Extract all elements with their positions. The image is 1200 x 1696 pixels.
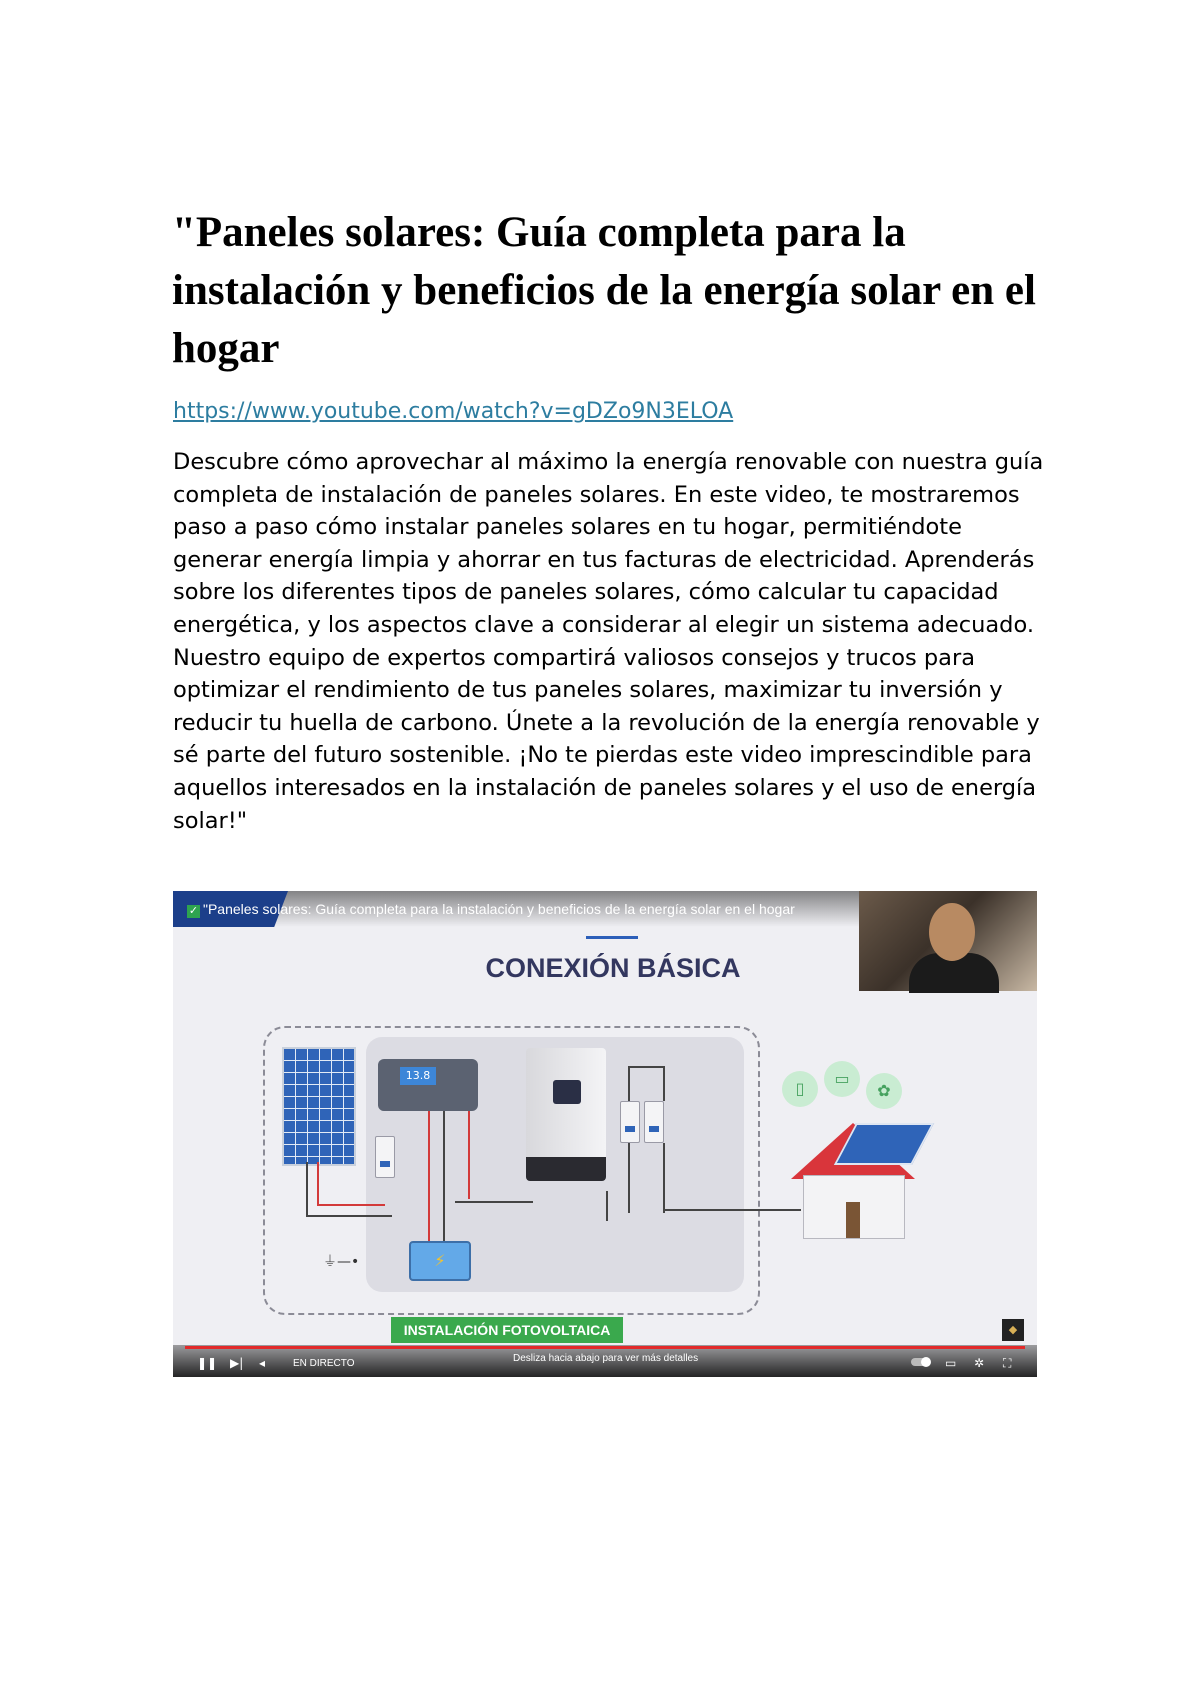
- video-title[interactable]: [187, 901, 795, 918]
- slide-heading: CONEXIÓN BÁSICA: [485, 953, 741, 983]
- wire: [663, 1209, 801, 1211]
- settings-gear-icon[interactable]: ✲: [974, 1356, 985, 1370]
- video-title-text: "Paneles solares: Guía completa para la instalación y beneficios de la energía solar en el hogar: [203, 901, 795, 917]
- player-controls: [173, 1345, 1037, 1377]
- breaker-icon: [644, 1101, 664, 1143]
- wire: [628, 1143, 630, 1213]
- inverter-base: [526, 1157, 606, 1181]
- controller-screen: 13.8: [400, 1067, 436, 1085]
- video-player[interactable]: [173, 891, 1037, 1377]
- installation-label: INSTALACIÓN FOTOVOLTAICA: [391, 1317, 623, 1343]
- description-paragraph: Descubre cómo aprovechar al máximo la energía renovable con nuestra guía completa de instalación de paneles solares. En este video, te mostraremos paso a paso cómo instalar paneles solares en tu hogar, permitiéndote generar energía limpia y ahorrar en tus facturas de electricidad. Aprenderás sobre los diferentes tipos de paneles solares, cómo calcular tu capacidad energética, y los aspectos clave a considerar al elegir un sistema adecuado. Nuestro equipo de expertos compartirá valiosos consejos y trucos para optimizar el rendimiento de tus paneles solares, maximizar tu inversión y reducir tu huella de carbono. Únete a la revolución de la energía renovable y sé parte del futuro sostenible. ¡No te pierdas este video imprescindible para aquellos interesados en la instalación de paneles solares y el uso de energía solar!": [173, 449, 1044, 834]
- tv-icon: ▭: [824, 1061, 860, 1097]
- fridge-icon: ▯: [782, 1071, 818, 1107]
- wire: [663, 1143, 665, 1213]
- house-icon: [803, 1175, 905, 1239]
- youtube-link[interactable]: https://www.youtube.com/watch?v=gDZo9N3ELOA: [173, 399, 734, 424]
- wire: [628, 1066, 630, 1101]
- charge-controller-icon: [378, 1059, 478, 1111]
- inverter-display: [553, 1080, 581, 1104]
- pause-icon[interactable]: ❚❚: [197, 1356, 218, 1370]
- volume-icon[interactable]: ◂: [259, 1356, 266, 1370]
- next-icon[interactable]: ▶|: [230, 1356, 244, 1370]
- lamp-icon: ✿: [866, 1073, 902, 1109]
- wire: [428, 1111, 430, 1241]
- wire: [317, 1162, 319, 1204]
- webcam-overlay: [859, 891, 1037, 991]
- channel-logo-icon[interactable]: ◆: [1002, 1319, 1024, 1341]
- page-title: "Paneles solares: Guía completa para la instalación y beneficios de la energía solar en el hogar: [172, 209, 1036, 372]
- breaker-icon: [620, 1101, 640, 1143]
- live-indicator[interactable]: EN DIRECTO: [293, 1358, 355, 1369]
- wire: [606, 1191, 608, 1221]
- ground-icon: ⏚—•: [323, 1254, 360, 1270]
- breaker-icon: [375, 1136, 395, 1178]
- wire: [306, 1162, 308, 1216]
- progress-bar[interactable]: [185, 1346, 1025, 1349]
- heading-accent-line: [586, 936, 638, 939]
- wire: [628, 1066, 664, 1068]
- scroll-hint: Desliza hacia abajo para ver más detalles: [513, 1353, 699, 1364]
- wire: [455, 1201, 533, 1203]
- wire: [663, 1066, 665, 1101]
- inverter-icon: [526, 1048, 606, 1181]
- house-door: [846, 1202, 860, 1238]
- presenter-face: [929, 903, 975, 961]
- fullscreen-icon[interactable]: ⛶: [1003, 1356, 1012, 1370]
- wire: [306, 1215, 392, 1217]
- wire: [443, 1111, 445, 1241]
- wire: [317, 1204, 385, 1206]
- subtitles-icon[interactable]: ▭: [945, 1356, 957, 1370]
- check-icon: ✓: [188, 905, 199, 917]
- solar-panel-icon: [282, 1047, 356, 1166]
- wire: [468, 1111, 470, 1199]
- autoplay-toggle[interactable]: [911, 1358, 929, 1366]
- battery-icon: ⚡: [409, 1241, 471, 1281]
